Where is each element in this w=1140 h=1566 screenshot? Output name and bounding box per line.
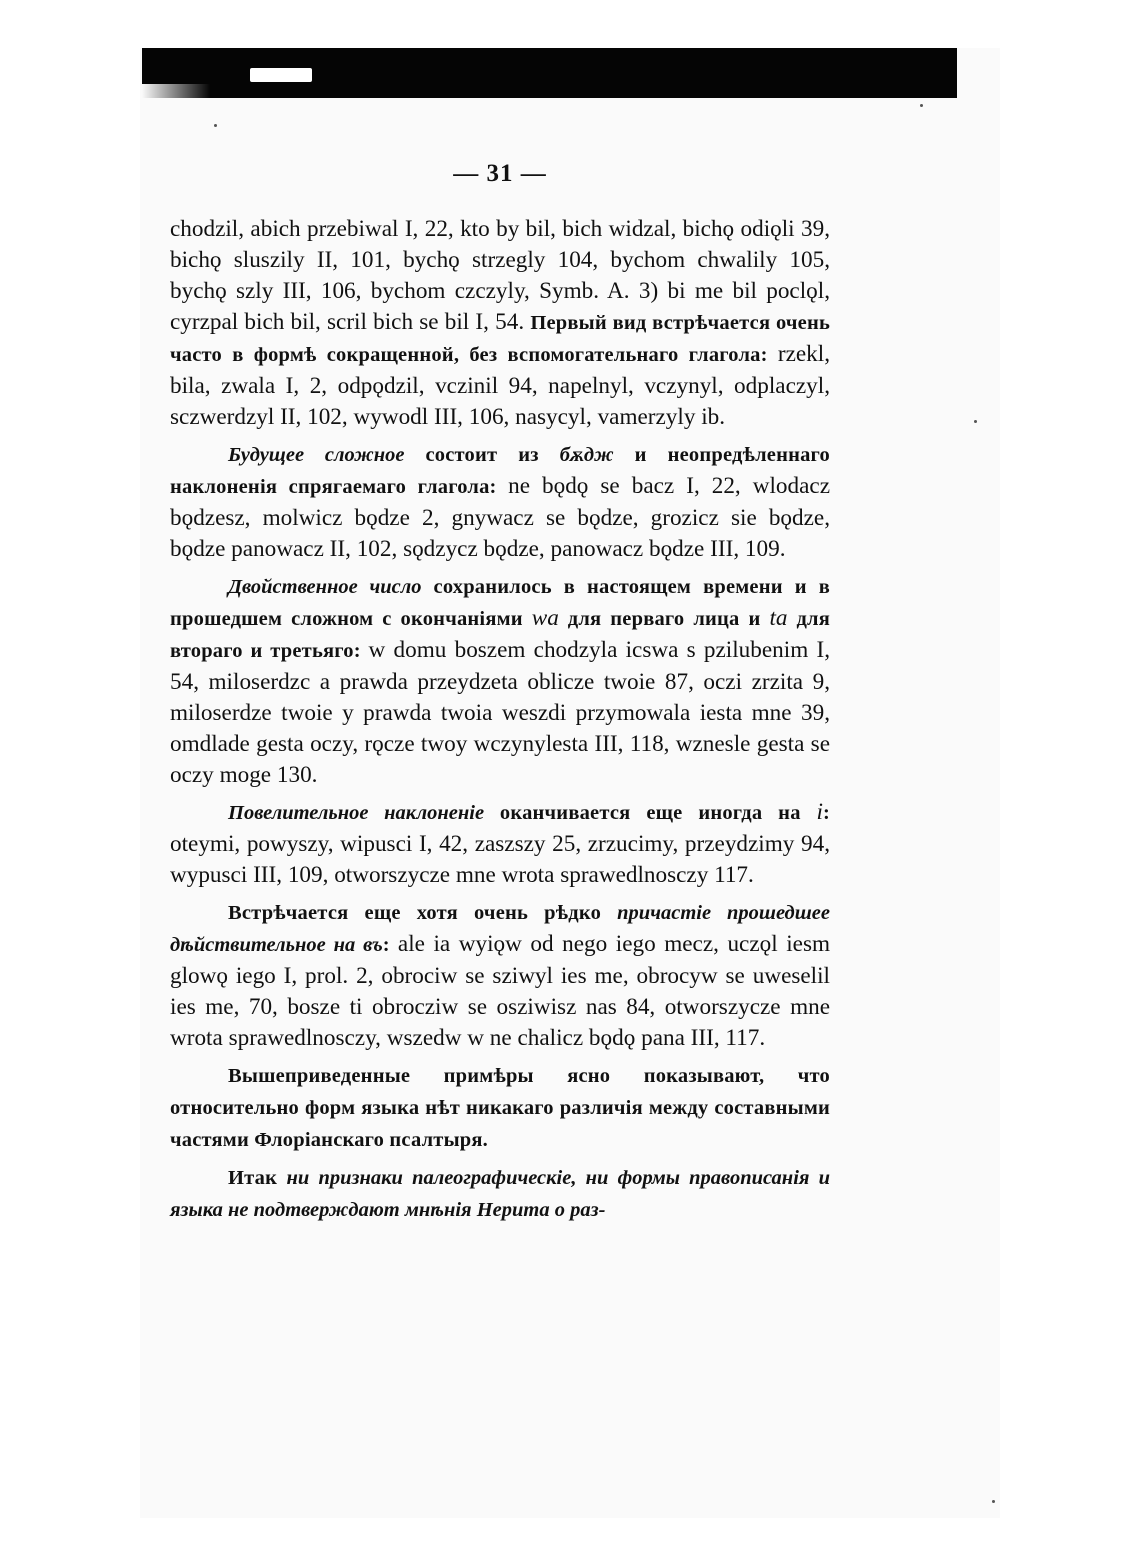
- polish-quote-run: ta: [769, 605, 788, 631]
- russian-text-run: оканчивается еще иногда на: [484, 802, 817, 824]
- russian-text-run: Встрѣчается еще хотя очень рѣдко: [228, 902, 618, 924]
- polish-quote-run: wa: [531, 605, 559, 631]
- russian-text-run: Будущее сложное: [228, 444, 405, 466]
- russian-text-run: для перваго лица и: [558, 608, 770, 630]
- paragraph: [170, 1060, 830, 1156]
- paragraph: [170, 1162, 830, 1226]
- russian-text-run: Повелительное наклоненіе: [228, 802, 485, 824]
- scan-bar-notch: [250, 68, 312, 82]
- scan-speck: [992, 1500, 995, 1503]
- russian-text-run: бѫдж: [559, 444, 614, 466]
- russian-text-run: Итак: [228, 1167, 287, 1189]
- body-text: [170, 214, 830, 1232]
- russian-text-run: Двойственное число: [228, 576, 422, 598]
- scan-speck: [974, 420, 977, 423]
- polish-quote-run: chodzil, abich przebiwal I, 22, kto by bil, bich widzal, bichǫ odiǫli 39, bichǫ sluszily II, 101, bychǫ strzegly 104, bychom chwalily 105, bychǫ szly III, 106, bychom czczyly, Symb. A. 3) bi me bil poclǫl, cyrzpal bich bil, scril bich se bil I, 54.: [170, 216, 830, 335]
- russian-text-run: Первый вид встрѣчается очень часто в формѣ сокращенной, без вспомогательнаго глагола:: [170, 312, 830, 366]
- paragraph: [170, 571, 830, 791]
- russian-text-run: причастіе прошедшее дѣйствительное на въ: [170, 902, 830, 956]
- paragraph: [170, 797, 830, 891]
- russian-text-run: сохранилось в настоящем времени и в прошедшем сложном с окончаніями: [170, 576, 830, 630]
- paragraph: [170, 439, 830, 565]
- russian-text-run: Вышеприведенные примѣры ясно показывают, что относительно форм языка нѣт никакаго различія между составными частями Флоріанскаго псалтыря.: [170, 1065, 830, 1151]
- polish-quote-run: oteymi, powyszy, wipusci I, 42, zaszszy 25, zrzucimy, przeydzimy 94, wypusci III, 109, otworszycze mne wrota sprawedlnosczy 117.: [170, 831, 830, 888]
- scan-speck: [214, 124, 217, 127]
- scan-bar-fade: [142, 84, 210, 100]
- scan-speck: [920, 104, 923, 107]
- russian-text-run: для втораго и третьяго:: [170, 608, 831, 662]
- polish-quote-run: rzekl, bila, zwala I, 2, odpǫdzil, vczinil 94, napelnyl, vczynyl, odplaczyl, sczwerdzyl II, 102, wywodl III, 106, nasycyl, vamerzyly ib.: [170, 341, 830, 430]
- russian-text-run: :: [822, 802, 831, 824]
- page-number: — 31 —: [453, 160, 547, 187]
- polish-quote-run: ne bǫdǫ se bacz I, 22, wlodacz bǫdzesz, molwicz bǫdze 2, gnywacz se bǫdze, grozicz sie bǫdze, bǫdze panowacz II, 102, sǫdzycz bǫdze, panowacz bǫdze III, 109.: [170, 473, 830, 562]
- polish-quote-run: w domu boszem chodzyla icswa s pzilubenim I, 54, miloserdzc a prawda przeydzeta oblicze twoie 87, oczi zrzita 9, miloserdze twoie y prawda twoia weszdi przymowala iesta mne 39, omdlade gesta oczy, rǫcze twoy wczynylesta III, 118, wznesle gesta se oczy moge 130.: [170, 637, 830, 788]
- paragraph: [170, 214, 830, 433]
- polish-quote-run: i: [816, 799, 823, 825]
- russian-text-run: ни признаки палеографическіе, ни формы правописанія и языка не подтверждают мнѣнія Нерита о раз-: [170, 1167, 831, 1221]
- russian-text-run: :: [382, 934, 398, 956]
- russian-text-run: и неопредѣленнаго наклоненія спрягаемаго глагола:: [170, 444, 830, 498]
- polish-quote-run: ale ia wyiǫw od nego iego mecz, uczǫl iesm glowǫ iego I, prol. 2, obrociw se sziwyl ies me, obrocyw se uweselil ies me, 70, bosze ti obrocziw se osziwisz nas 84, otworszycze mne wrota sprawedlnosczy, wszedw w ne chalicz bǫdǫ pana III, 117.: [170, 931, 831, 1051]
- russian-text-run: состоит из: [404, 444, 560, 466]
- paragraph: [170, 897, 830, 1054]
